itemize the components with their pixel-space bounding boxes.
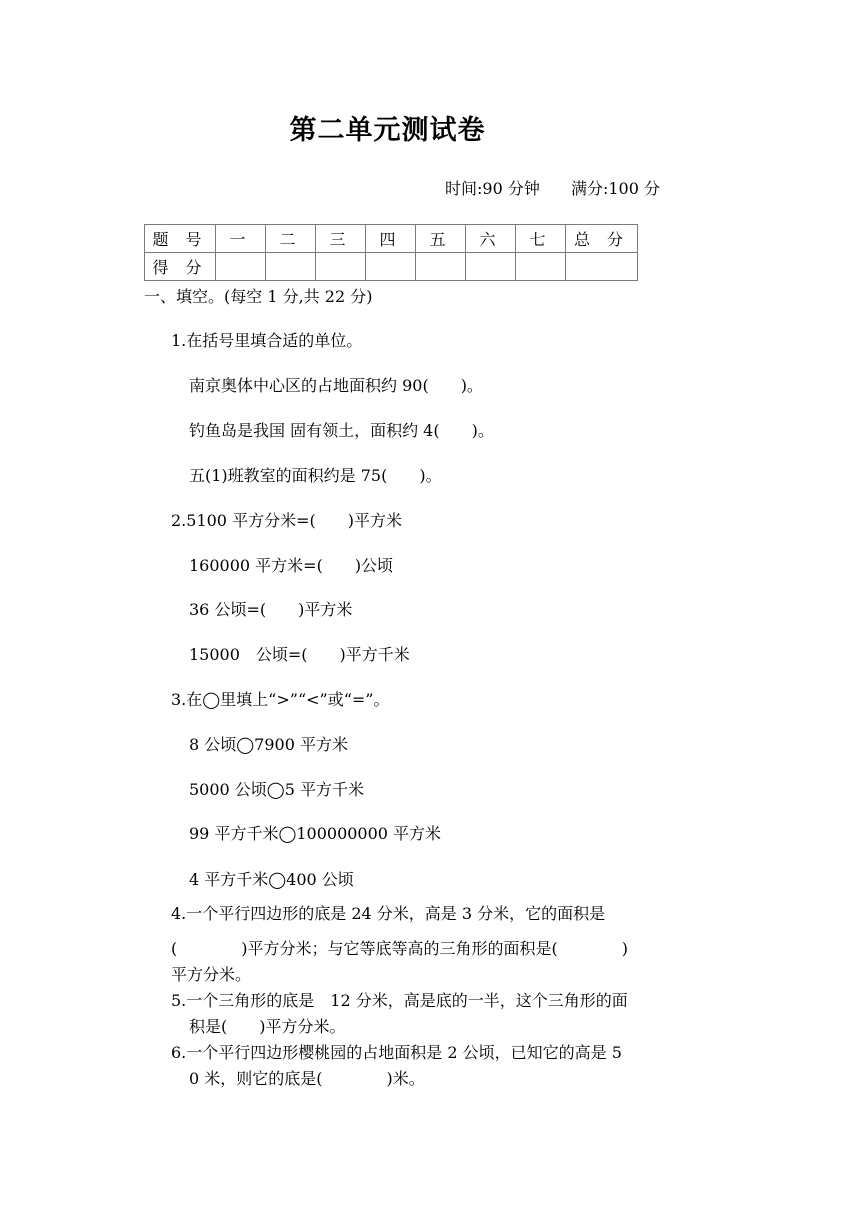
score-cell-blank[interactable] bbox=[416, 253, 466, 281]
question-3-item: 4 平方千米◯400 公顷 bbox=[189, 870, 354, 889]
page-title: 第二单元测试卷 bbox=[289, 115, 486, 146]
score-table-score-row bbox=[145, 253, 638, 281]
score-table bbox=[144, 224, 638, 281]
question-5-line: 积是( )平方分米。 bbox=[189, 1017, 346, 1036]
score-cell-header: 一 bbox=[216, 225, 266, 253]
score-cell-header: 四 bbox=[366, 225, 416, 253]
score-cell-header: 六 bbox=[466, 225, 516, 253]
score-cell-blank[interactable] bbox=[316, 253, 366, 281]
score-cell-blank[interactable] bbox=[566, 253, 638, 281]
question-2-item: 160000 平方米=( )公顷 bbox=[189, 556, 394, 575]
score-table-header-row bbox=[145, 225, 638, 253]
question-1-item: 钓鱼岛是我国 固有领土，面积约 4( )。 bbox=[189, 421, 494, 440]
question-2-item: 15000 公顷=( )平方千米 bbox=[189, 645, 410, 664]
question-4-line: ( )平方分米；与它等底等高的三角形的面积是( ) bbox=[171, 939, 628, 958]
question-6-line: 6.一个平行四边形樱桃园的占地面积是 2 公顷，已知它的高是 5 bbox=[171, 1043, 622, 1062]
question-1-stem: 1.在括号里填合适的单位。 bbox=[171, 331, 363, 350]
question-6-line: 0 米，则它的底是( )米。 bbox=[189, 1069, 425, 1088]
exam-full-score: 满分:100 分 bbox=[570, 179, 660, 198]
question-4-line: 4.一个平行四边形的底是 24 分米，高是 3 分米，它的面积是 bbox=[171, 904, 606, 923]
question-3-stem: 3.在◯里填上“>”“<”或“=”。 bbox=[171, 690, 390, 709]
question-4-line: 平方分米。 bbox=[171, 965, 252, 984]
score-cell-blank[interactable] bbox=[216, 253, 266, 281]
question-3-item: 99 平方千米◯100000000 平方米 bbox=[189, 824, 442, 843]
question-1-item: 南京奥体中心区的占地面积约 90( )。 bbox=[189, 376, 483, 395]
score-cell-header: 总 分 bbox=[566, 225, 638, 253]
score-cell-label: 题 号 bbox=[145, 225, 216, 253]
question-3-item: 8 公顷◯7900 平方米 bbox=[189, 735, 348, 754]
score-cell-header: 五 bbox=[416, 225, 466, 253]
question-1-item: 五(1)班教室的面积约是 75( )。 bbox=[189, 466, 442, 485]
exam-meta bbox=[445, 176, 660, 199]
score-cell-blank[interactable] bbox=[266, 253, 316, 281]
question-2-stem: 2.5100 平方分米=( )平方米 bbox=[171, 511, 402, 530]
score-cell-blank[interactable] bbox=[466, 253, 516, 281]
score-cell-header: 二 bbox=[266, 225, 316, 253]
score-cell-blank[interactable] bbox=[366, 253, 416, 281]
question-2-item: 36 公顷=( )平方米 bbox=[189, 600, 353, 619]
section-heading: 一、填空。(每空 1 分,共 22 分) bbox=[144, 287, 373, 306]
question-3-item: 5000 公顷◯5 平方千米 bbox=[189, 780, 364, 799]
score-cell-header: 七 bbox=[516, 225, 566, 253]
score-cell-blank[interactable] bbox=[516, 253, 566, 281]
score-cell-header: 三 bbox=[316, 225, 366, 253]
question-5-line: 5.一个三角形的底是 12 分米，高是底的一半，这个三角形的面 bbox=[171, 991, 628, 1010]
exam-time: 时间:90 分钟 bbox=[445, 179, 540, 198]
score-cell-label: 得 分 bbox=[145, 253, 216, 281]
